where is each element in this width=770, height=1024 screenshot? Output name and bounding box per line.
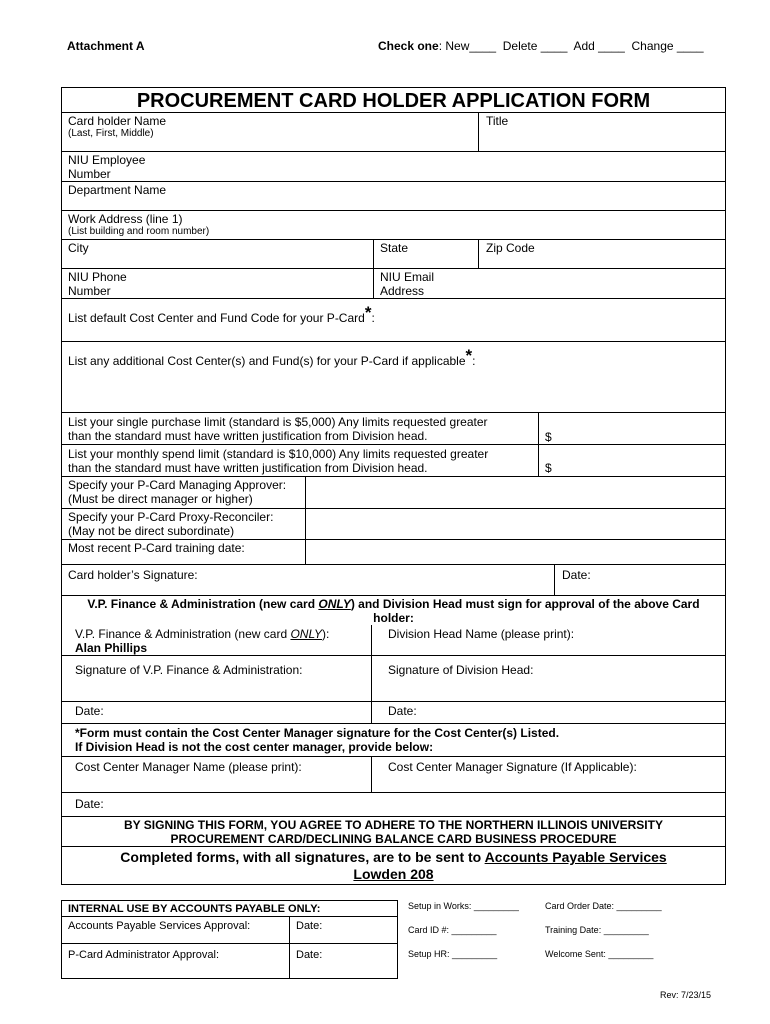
aps-approval-label: Accounts Payable Services Approval: (68, 920, 251, 932)
admin-approval-label: P-Card Administrator Approval: (68, 949, 220, 961)
card-order-date-field: Card Order Date: _________ (545, 901, 662, 911)
training-date-field: Training Date: _________ (545, 925, 649, 935)
monthly-spend-limit-label: List your monthly spend limit (standard is $10,000) Any limits requested greater than the standard must have written justification from Division head. (68, 447, 489, 475)
check-one-options: New____ Delete ____ Add ____ Change ____ (445, 39, 704, 53)
card-holder-name-hint: (Last, First, Middle) (68, 128, 154, 139)
additional-cost-center-label: List any additional Cost Center(s) and Fund(s) for your P-Card if applicable*: (68, 346, 476, 368)
cc-manager-name-label: Cost Center Manager Name (please print): (75, 760, 302, 774)
agreement-statement: BY SIGNING THIS FORM, YOU AGREE TO ADHERE TO THE NORTHERN ILLINOIS UNIVERSITY PROCUREMENT CARD/DECLINING BALANCE CARD BUSINESS PROCEDURE (124, 818, 663, 846)
email-label: NIU Email Address (380, 270, 435, 298)
admin-date-label: Date: (296, 949, 323, 961)
state-label: State (380, 241, 409, 255)
work-address-hint: (List building and room number) (68, 226, 210, 237)
training-date-label: Most recent P-Card training date: (68, 541, 245, 555)
monthly-limit-dollar: $ (545, 461, 552, 475)
proxy-reconciler-label: Specify your P-Card Proxy-Reconciler: (May not be direct subordinate) (68, 510, 274, 538)
card-holder-signature-label: Card holder’s Signature: (68, 568, 198, 582)
division-head-date-label: Date: (388, 704, 417, 718)
single-purchase-limit-label: List your single purchase limit (standard is $5,000) Any limits requested greater than the standard must have written justification from Division head. (68, 415, 488, 443)
phone-label: NIU Phone Number (68, 270, 127, 298)
default-cost-center-label: List default Cost Center and Fund Code for your P-Card*: (68, 303, 375, 325)
cost-center-note: *Form must contain the Cost Center Manager signature for the Cost Center(s) Listed. If Division Head is not the cost center manager, provide below: (75, 726, 560, 754)
division-head-name-label: Division Head Name (please print): (388, 627, 575, 641)
employee-number-label: NIU Employee Number (68, 153, 146, 181)
check-one-label: Check one (378, 39, 439, 53)
vp-date-label: Date: (75, 704, 104, 718)
vp-signature-label: Signature of V.P. Finance & Administration: (75, 663, 303, 677)
card-id-field: Card ID #: _________ (408, 925, 497, 935)
form-title: PROCUREMENT CARD HOLDER APPLICATION FORM (136, 90, 651, 112)
department-name-label: Department Name (68, 183, 167, 197)
setup-hr-field: Setup HR: _________ (408, 949, 498, 959)
revision-date: Rev: 7/23/15 (660, 990, 712, 1000)
city-label: City (68, 241, 89, 255)
attachment-label: Attachment A (67, 39, 145, 53)
welcome-sent-field: Welcome Sent: _________ (545, 949, 654, 959)
card-holder-name-label: Card holder Name (68, 114, 167, 128)
cc-manager-signature-label: Cost Center Manager Signature (If Applicable): (388, 760, 637, 774)
division-head-signature-label: Signature of Division Head: (388, 663, 534, 677)
card-holder-date-label: Date: (562, 568, 591, 582)
aps-date-label: Date: (296, 920, 323, 932)
title-label: Title (486, 114, 509, 128)
check-one: Check one: New____ Delete ____ Add ____ Change ____ (378, 39, 704, 53)
managing-approver-label: Specify your P-Card Managing Approver: (Must be direct manager or higher) (68, 478, 287, 506)
vp-finance-label: V.P. Finance & Administration (new card ONLY): (75, 627, 330, 641)
work-address-label: Work Address (line 1) (68, 212, 183, 226)
internal-use-heading: INTERNAL USE BY ACCOUNTS PAYABLE ONLY: (68, 903, 321, 915)
vp-finance-name: Alan Phillips (75, 641, 148, 655)
send-instructions: Completed forms, with all signatures, are to be sent to Accounts Payable Services Lowden 208 (120, 849, 667, 882)
setup-in-works-field: Setup in Works: _________ (408, 901, 519, 911)
approval-heading: V.P. Finance & Administration (new card ONLY) and Division Head must sign for approval of the above Card holder: (87, 597, 700, 625)
cc-manager-date-label: Date: (75, 797, 104, 811)
single-limit-dollar: $ (545, 430, 552, 444)
zip-code-label: Zip Code (486, 241, 535, 255)
